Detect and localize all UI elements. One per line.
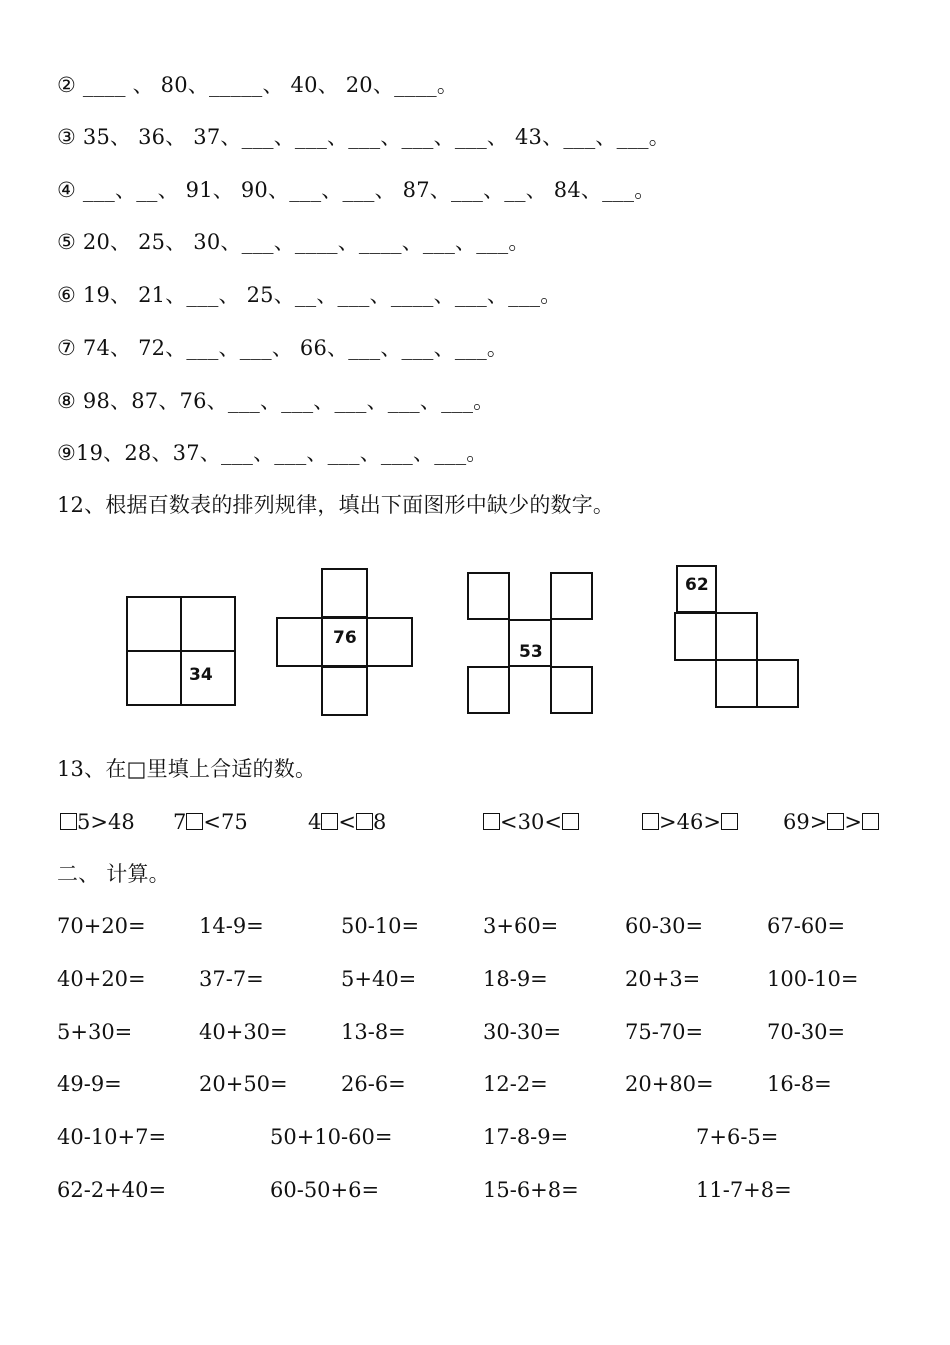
grid-cell[interactable] bbox=[550, 666, 593, 714]
answer-box[interactable] bbox=[827, 813, 844, 830]
grid-cell[interactable] bbox=[180, 596, 236, 652]
calc-item: 15-6+8= bbox=[483, 1178, 579, 1202]
calc-item: 20+50= bbox=[199, 1072, 288, 1096]
grid-cell[interactable] bbox=[467, 666, 510, 714]
calc-item: 50-10= bbox=[341, 914, 420, 938]
calc-item: 17-8-9= bbox=[483, 1125, 569, 1149]
calc-item: 30-30= bbox=[483, 1020, 562, 1044]
calc-item: 16-8= bbox=[767, 1072, 832, 1096]
grid-cell[interactable] bbox=[321, 666, 368, 716]
grid-cell[interactable] bbox=[276, 617, 323, 667]
answer-box[interactable] bbox=[483, 813, 500, 830]
calc-item: 75-70= bbox=[625, 1020, 704, 1044]
grid-cell[interactable] bbox=[467, 572, 510, 620]
calc-item: 40-10+7= bbox=[57, 1125, 167, 1149]
calc-item: 70-30= bbox=[767, 1020, 846, 1044]
grid-cell[interactable] bbox=[126, 650, 182, 706]
grid-cell[interactable] bbox=[715, 612, 758, 661]
answer-box[interactable] bbox=[562, 813, 579, 830]
q13-item-4: <30< bbox=[483, 809, 579, 835]
answer-box[interactable] bbox=[60, 813, 77, 830]
answer-box[interactable] bbox=[721, 813, 738, 830]
grid-cell[interactable] bbox=[715, 659, 758, 708]
calc-item: 67-60= bbox=[767, 914, 846, 938]
grid-cell[interactable] bbox=[756, 659, 799, 708]
calc-item: 100-10= bbox=[767, 967, 859, 991]
sequence-6: ⑥ 19、 21、___、 25、__、___、____、___、___。 bbox=[57, 283, 562, 307]
q12-title: 12、根据百数表的排列规律，填出下面图形中缺少的数字。 bbox=[57, 493, 615, 517]
answer-box[interactable] bbox=[356, 813, 373, 830]
calc-item: 11-7+8= bbox=[696, 1178, 792, 1202]
q13-item-3: 4 < 8 bbox=[308, 810, 387, 834]
sequence-9: ⑨19、28、37、___、___、___、___、___。 bbox=[57, 441, 488, 465]
calc-item: 40+30= bbox=[199, 1020, 288, 1044]
calc-item: 26-6= bbox=[341, 1072, 406, 1096]
figure-4-number: 62 bbox=[685, 575, 709, 595]
q13-items bbox=[57, 809, 897, 837]
calc-item: 50+10-60= bbox=[270, 1125, 393, 1149]
calc-item: 40+20= bbox=[57, 967, 146, 991]
figure-2-number: 76 bbox=[333, 628, 357, 648]
answer-box[interactable] bbox=[186, 813, 203, 830]
q13-item-6: 69> > bbox=[783, 809, 879, 835]
q13-item-5: >46> bbox=[642, 809, 738, 835]
answer-box[interactable] bbox=[642, 813, 659, 830]
sequence-5: ⑤ 20、 25、 30、___、____、____、___、___。 bbox=[57, 230, 530, 254]
sequence-2: ② ____ 、 80、_____、 40、 20、____。 bbox=[57, 73, 459, 97]
calc-item: 20+3= bbox=[625, 967, 701, 991]
calc-item: 70+20= bbox=[57, 914, 146, 938]
grid-cell[interactable] bbox=[126, 596, 182, 652]
figure-1-number: 34 bbox=[189, 665, 213, 685]
section2-title: 二、 计算。 bbox=[57, 862, 170, 886]
figure-3-number: 53 bbox=[519, 642, 543, 662]
sequence-7: ⑦ 74、 72、___、___、 66、___、___、___。 bbox=[57, 336, 509, 360]
q13-item-1: 5>48 bbox=[60, 809, 135, 835]
calc-item: 5+30= bbox=[57, 1020, 133, 1044]
sequence-8: ⑧ 98、87、76、___、___、___、___、___。 bbox=[57, 389, 495, 413]
calc-item: 7+6-5= bbox=[696, 1125, 779, 1149]
grid-cell[interactable] bbox=[366, 617, 413, 667]
grid-cell[interactable] bbox=[674, 612, 717, 661]
answer-box[interactable] bbox=[321, 813, 338, 830]
calc-item: 60-30= bbox=[625, 914, 704, 938]
calc-item: 3+60= bbox=[483, 914, 559, 938]
calc-item: 49-9= bbox=[57, 1072, 122, 1096]
calc-item: 5+40= bbox=[341, 967, 417, 991]
sequence-3: ③ 35、 36、 37、___、___、___、___、___、 43、___、___。 bbox=[57, 125, 670, 149]
calc-item: 60-50+6= bbox=[270, 1178, 380, 1202]
answer-box[interactable] bbox=[862, 813, 879, 830]
grid-cell[interactable] bbox=[550, 572, 593, 620]
calc-item: 37-7= bbox=[199, 967, 264, 991]
calc-item: 14-9= bbox=[199, 914, 264, 938]
sequence-4: ④ ___、__、 91、 90、___、___、 87、___、__、 84、___。 bbox=[57, 178, 656, 202]
grid-cell[interactable] bbox=[321, 568, 368, 618]
calc-item: 12-2= bbox=[483, 1072, 548, 1096]
calc-item: 18-9= bbox=[483, 967, 548, 991]
q13-title: 13、在□里填上合适的数。 bbox=[57, 757, 317, 781]
calc-item: 20+80= bbox=[625, 1072, 714, 1096]
q13-item-2: 7 <75 bbox=[173, 810, 248, 834]
calc-item: 13-8= bbox=[341, 1020, 406, 1044]
calc-item: 62-2+40= bbox=[57, 1178, 167, 1202]
